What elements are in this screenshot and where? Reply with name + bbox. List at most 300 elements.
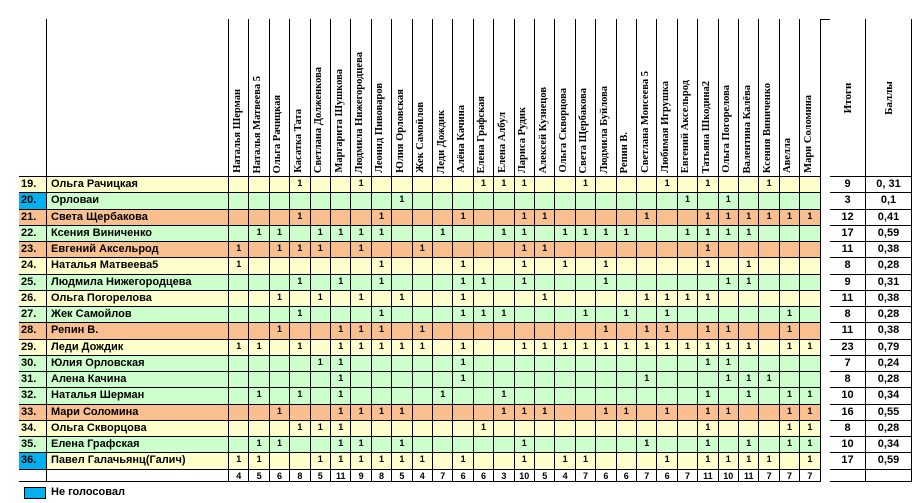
- vote-cell: 1: [617, 307, 637, 323]
- vote-cell: 1: [331, 372, 351, 388]
- vote-cell: [311, 177, 331, 193]
- vote-cell: [576, 210, 596, 226]
- vote-cell: 1: [453, 258, 473, 274]
- vote-cell: [617, 421, 637, 437]
- vote-cell: [555, 210, 575, 226]
- vote-cell: [678, 437, 698, 453]
- voter-name: Татьяна Шкодина2: [700, 80, 712, 173]
- vote-cell: 1: [596, 323, 616, 339]
- vote-cell: [698, 275, 718, 291]
- vote-cell: 1: [515, 405, 535, 421]
- vote-cell: [229, 372, 249, 388]
- vote-cell: [617, 258, 637, 274]
- vote-cell: [739, 193, 759, 209]
- row-number: 30.: [19, 356, 47, 372]
- vote-cell: 1: [739, 340, 759, 356]
- participant-name: Ольга Рачицкая: [47, 177, 229, 193]
- vote-cell: 1: [351, 226, 371, 242]
- vote-cell: [678, 323, 698, 339]
- vote-cell: [637, 453, 657, 469]
- row-score: 0,31: [866, 275, 912, 291]
- vote-cell: [392, 258, 412, 274]
- vote-cell: 1: [494, 405, 514, 421]
- vote-cell: [494, 453, 514, 469]
- vote-cell: [270, 372, 290, 388]
- vote-cell: [555, 323, 575, 339]
- vote-cell: [229, 437, 249, 453]
- vote-cell: 1: [474, 307, 494, 323]
- voter-header: [433, 19, 453, 177]
- vote-cell: 1: [719, 372, 739, 388]
- vote-cell: 1: [229, 242, 249, 258]
- row-score: 0,55: [866, 405, 912, 421]
- participant-name: Наталья Матвеева5: [47, 258, 229, 274]
- voter-header: [331, 19, 351, 177]
- vote-cell: [372, 291, 392, 307]
- voter-header: [372, 19, 392, 177]
- vote-cell: [780, 291, 800, 307]
- voter-header: [535, 19, 555, 177]
- row-total: 8: [830, 372, 866, 388]
- vote-cell: [433, 210, 453, 226]
- participant-name: Жек Самойлов: [47, 307, 229, 323]
- vote-cell: [678, 388, 698, 404]
- vote-cell: 1: [739, 388, 759, 404]
- vote-cell: [719, 421, 739, 437]
- vote-cell: [657, 258, 677, 274]
- vote-cell: 1: [515, 226, 535, 242]
- voter-count: 8: [372, 470, 392, 482]
- vote-cell: [678, 405, 698, 421]
- vote-cell: 1: [657, 291, 677, 307]
- score-header-label: Баллы: [882, 80, 895, 115]
- vote-cell: [474, 242, 494, 258]
- vote-cell: [657, 210, 677, 226]
- row-total: 17: [830, 453, 866, 469]
- vote-cell: [372, 437, 392, 453]
- vote-cell: [515, 291, 535, 307]
- vote-cell: [494, 193, 514, 209]
- vote-cell: 1: [698, 356, 718, 372]
- row-score: 0, 31: [866, 177, 912, 193]
- voter-name: Людмила Буйлова: [598, 85, 610, 173]
- vote-cell: 1: [698, 453, 718, 469]
- vote-cell: [800, 372, 820, 388]
- vote-cell: 1: [372, 226, 392, 242]
- vote-cell: [780, 372, 800, 388]
- voter-header: [494, 19, 514, 177]
- vote-cell: 1: [331, 340, 351, 356]
- row-score: 0,28: [866, 421, 912, 437]
- vote-cell: [719, 258, 739, 274]
- vote-cell: [719, 177, 739, 193]
- vote-cell: [637, 177, 657, 193]
- vote-cell: [331, 258, 351, 274]
- voter-count: 5: [392, 470, 412, 482]
- vote-cell: [311, 210, 331, 226]
- row-score: 0,24: [866, 356, 912, 372]
- row-score: 0,28: [866, 372, 912, 388]
- vote-cell: 1: [719, 453, 739, 469]
- vote-cell: 1: [637, 340, 657, 356]
- vote-cell: 1: [657, 323, 677, 339]
- voter-name: Алёна Качина: [456, 105, 468, 173]
- voter-count: 6: [270, 470, 290, 482]
- vote-cell: 1: [433, 388, 453, 404]
- participant-name: Света Щербакова: [47, 210, 229, 226]
- vote-cell: 1: [698, 291, 718, 307]
- vote-cell: 1: [453, 307, 473, 323]
- row-number: 24.: [19, 258, 47, 274]
- vote-cell: [413, 307, 433, 323]
- vote-cell: [494, 210, 514, 226]
- vote-cell: [249, 242, 269, 258]
- vote-cell: [555, 356, 575, 372]
- voter-name: Евгений Аксельрод: [680, 79, 692, 173]
- vote-cell: [759, 226, 779, 242]
- voter-header: [515, 19, 535, 177]
- vote-cell: 1: [759, 210, 779, 226]
- footer-blank: [47, 470, 229, 482]
- vote-cell: 1: [290, 177, 310, 193]
- vote-cell: [372, 177, 392, 193]
- vote-cell: 1: [657, 177, 677, 193]
- vote-cell: [433, 340, 453, 356]
- vote-cell: [657, 226, 677, 242]
- row-score: 0,28: [866, 307, 912, 323]
- vote-cell: [270, 340, 290, 356]
- vote-cell: 1: [270, 291, 290, 307]
- row-score: 0,59: [866, 226, 912, 242]
- row-total: 9: [830, 275, 866, 291]
- row-score: 0,34: [866, 437, 912, 453]
- vote-cell: 1: [413, 323, 433, 339]
- vote-cell: [453, 323, 473, 339]
- vote-cell: [800, 193, 820, 209]
- vote-cell: [331, 242, 351, 258]
- voter-header: [637, 19, 657, 177]
- vote-cell: [515, 388, 535, 404]
- vote-cell: [617, 356, 637, 372]
- voter-name: Наталья Шерман: [231, 89, 243, 173]
- voter-count: 7: [759, 470, 779, 482]
- vote-cell: [535, 421, 555, 437]
- voter-count: 5: [311, 470, 331, 482]
- vote-cell: [515, 307, 535, 323]
- vote-cell: 1: [576, 340, 596, 356]
- voter-name: Валентина Калёва: [741, 84, 753, 173]
- vote-cell: [413, 226, 433, 242]
- row-total: 17: [830, 226, 866, 242]
- vote-cell: 1: [800, 340, 820, 356]
- vote-cell: [270, 453, 290, 469]
- vote-cell: [433, 193, 453, 209]
- vote-cell: [800, 323, 820, 339]
- row-total: 23: [830, 340, 866, 356]
- vote-cell: [780, 193, 800, 209]
- voter-name: Елена Албул: [496, 112, 508, 173]
- vote-cell: [515, 323, 535, 339]
- vote-cell: [596, 388, 616, 404]
- voter-header: [351, 19, 371, 177]
- voter-count: 7: [800, 470, 820, 482]
- voter-count: 7: [576, 470, 596, 482]
- vote-cell: [617, 453, 637, 469]
- row-score: 0,38: [866, 323, 912, 339]
- vote-cell: [596, 291, 616, 307]
- row-score: 0,34: [866, 388, 912, 404]
- vote-cell: [657, 372, 677, 388]
- vote-cell: [311, 388, 331, 404]
- vote-cell: [535, 356, 555, 372]
- voter-count: 11: [698, 470, 718, 482]
- voter-count: 10: [719, 470, 739, 482]
- vote-cell: 1: [270, 242, 290, 258]
- vote-cell: 1: [474, 177, 494, 193]
- vote-cell: [494, 356, 514, 372]
- vote-cell: 1: [739, 226, 759, 242]
- vote-cell: [351, 388, 371, 404]
- voter-name: Ольга Погорелова: [721, 85, 733, 173]
- vote-cell: [249, 307, 269, 323]
- vote-cell: 1: [657, 453, 677, 469]
- vote-cell: 1: [453, 372, 473, 388]
- vote-cell: [555, 421, 575, 437]
- vote-cell: 1: [617, 226, 637, 242]
- vote-cell: [698, 372, 718, 388]
- vote-cell: [270, 210, 290, 226]
- vote-cell: [474, 372, 494, 388]
- voter-header: [759, 19, 779, 177]
- voter-header: [719, 19, 739, 177]
- vote-cell: 1: [515, 453, 535, 469]
- voter-name: Елена Графская: [476, 95, 488, 173]
- legend-label: Не голосовал: [51, 486, 125, 498]
- vote-cell: [392, 226, 412, 242]
- legend-swatch: [24, 487, 46, 499]
- vote-cell: 1: [311, 242, 331, 258]
- vote-cell: [290, 453, 310, 469]
- vote-cell: [617, 177, 637, 193]
- vote-cell: [351, 356, 371, 372]
- vote-cell: [678, 242, 698, 258]
- voter-count: 3: [494, 470, 514, 482]
- vote-cell: 1: [270, 437, 290, 453]
- vote-cell: [555, 193, 575, 209]
- vote-cell: 1: [229, 453, 249, 469]
- vote-cell: [555, 177, 575, 193]
- vote-cell: [270, 356, 290, 372]
- participant-name: Мари Соломина: [47, 405, 229, 421]
- voter-count: 6: [453, 470, 473, 482]
- vote-cell: 1: [535, 405, 555, 421]
- row-number: 32.: [19, 388, 47, 404]
- row-number: 29.: [19, 340, 47, 356]
- voter-name: Алексей Кузнецов: [537, 86, 549, 173]
- vote-cell: 1: [331, 437, 351, 453]
- vote-cell: [637, 356, 657, 372]
- vote-cell: [372, 193, 392, 209]
- vote-cell: 1: [739, 258, 759, 274]
- vote-cell: [270, 275, 290, 291]
- vote-cell: [351, 193, 371, 209]
- vote-cell: [392, 210, 412, 226]
- vote-cell: 1: [698, 421, 718, 437]
- vote-cell: [596, 421, 616, 437]
- vote-cell: [249, 372, 269, 388]
- vote-cell: [657, 437, 677, 453]
- vote-cell: [392, 275, 412, 291]
- vote-cell: 1: [372, 307, 392, 323]
- vote-cell: 1: [372, 258, 392, 274]
- vote-cell: 1: [657, 340, 677, 356]
- voter-name: Любимая Игрушка: [660, 81, 672, 173]
- vote-cell: 1: [372, 275, 392, 291]
- voter-header: [780, 19, 800, 177]
- vote-cell: [739, 421, 759, 437]
- vote-cell: [555, 388, 575, 404]
- vote-cell: [800, 356, 820, 372]
- vote-cell: [576, 372, 596, 388]
- vote-cell: [617, 372, 637, 388]
- vote-cell: 1: [780, 405, 800, 421]
- voter-header: [413, 19, 433, 177]
- voter-count: 6: [596, 470, 616, 482]
- vote-cell: [780, 258, 800, 274]
- vote-cell: [351, 258, 371, 274]
- vote-cell: [413, 372, 433, 388]
- vote-cell: [433, 356, 453, 372]
- vote-cell: [759, 258, 779, 274]
- vote-cell: 1: [311, 226, 331, 242]
- vote-cell: [759, 340, 779, 356]
- vote-cell: 1: [657, 405, 677, 421]
- participant-name: Павел Галачьянц(Галич): [47, 453, 229, 469]
- vote-cell: 1: [698, 242, 718, 258]
- participant-name: Елена Графская: [47, 437, 229, 453]
- vote-cell: 1: [780, 210, 800, 226]
- vote-cell: [433, 372, 453, 388]
- vote-cell: [290, 291, 310, 307]
- vote-cell: [372, 242, 392, 258]
- vote-cell: 1: [698, 437, 718, 453]
- row-number: 26.: [19, 291, 47, 307]
- vote-cell: 1: [331, 275, 351, 291]
- vote-cell: 1: [555, 453, 575, 469]
- row-number: 20.: [19, 193, 47, 209]
- vote-cell: [474, 356, 494, 372]
- vote-cell: 1: [351, 405, 371, 421]
- vote-cell: [759, 291, 779, 307]
- vote-cell: [617, 210, 637, 226]
- vote-cell: 1: [800, 210, 820, 226]
- vote-cell: [535, 372, 555, 388]
- vote-cell: [270, 421, 290, 437]
- vote-cell: 1: [576, 307, 596, 323]
- vote-cell: [617, 437, 637, 453]
- vote-cell: [576, 242, 596, 258]
- vote-cell: [494, 242, 514, 258]
- row-score: 0,59: [866, 453, 912, 469]
- vote-cell: [311, 372, 331, 388]
- vote-cell: [637, 307, 657, 323]
- vote-cell: [759, 356, 779, 372]
- vote-cell: [657, 193, 677, 209]
- vote-cell: [780, 275, 800, 291]
- vote-cell: 1: [698, 323, 718, 339]
- vote-cell: [617, 193, 637, 209]
- vote-cell: 1: [453, 210, 473, 226]
- vote-cell: [555, 405, 575, 421]
- vote-cell: [759, 193, 779, 209]
- vote-cell: [555, 372, 575, 388]
- vote-cell: 1: [800, 453, 820, 469]
- vote-cell: [331, 307, 351, 323]
- row-number: 33.: [19, 405, 47, 421]
- vote-cell: 1: [351, 437, 371, 453]
- vote-cell: 1: [780, 437, 800, 453]
- vote-cell: [759, 275, 779, 291]
- vote-cell: [596, 437, 616, 453]
- voter-count: 7: [780, 470, 800, 482]
- vote-cell: [494, 340, 514, 356]
- vote-cell: 1: [331, 226, 351, 242]
- vote-cell: 1: [739, 275, 759, 291]
- vote-cell: [800, 177, 820, 193]
- vote-cell: [474, 226, 494, 242]
- vote-cell: 1: [331, 323, 351, 339]
- vote-cell: [739, 242, 759, 258]
- vote-cell: [739, 323, 759, 339]
- vote-cell: 1: [555, 226, 575, 242]
- vote-cell: 1: [270, 226, 290, 242]
- vote-cell: 1: [372, 210, 392, 226]
- vote-cell: [453, 242, 473, 258]
- vote-cell: [535, 258, 555, 274]
- voter-count: 7: [433, 470, 453, 482]
- vote-cell: [392, 388, 412, 404]
- vote-cell: [637, 193, 657, 209]
- vote-cell: 1: [800, 405, 820, 421]
- voter-header: [290, 19, 310, 177]
- voter-name: Леди Дождик: [435, 109, 447, 173]
- vote-cell: [413, 388, 433, 404]
- vote-cell: [719, 291, 739, 307]
- vote-cell: [229, 291, 249, 307]
- vote-cell: [678, 421, 698, 437]
- vote-cell: [617, 242, 637, 258]
- vote-cell: [678, 258, 698, 274]
- vote-cell: [555, 437, 575, 453]
- vote-cell: 1: [229, 340, 249, 356]
- voter-header: [555, 19, 575, 177]
- vote-cell: 1: [290, 340, 310, 356]
- vote-cell: 1: [392, 437, 412, 453]
- vote-cell: [759, 323, 779, 339]
- voter-name: Ольга Рачицкая: [272, 94, 284, 173]
- vote-cell: 1: [351, 340, 371, 356]
- vote-cell: [413, 177, 433, 193]
- voter-header: [678, 19, 698, 177]
- vote-cell: 1: [719, 340, 739, 356]
- vote-cell: [678, 372, 698, 388]
- vote-cell: [739, 291, 759, 307]
- vote-cell: [800, 258, 820, 274]
- vote-cell: 1: [494, 177, 514, 193]
- vote-cell: 1: [637, 323, 657, 339]
- vote-cell: 1: [719, 226, 739, 242]
- vote-cell: [351, 421, 371, 437]
